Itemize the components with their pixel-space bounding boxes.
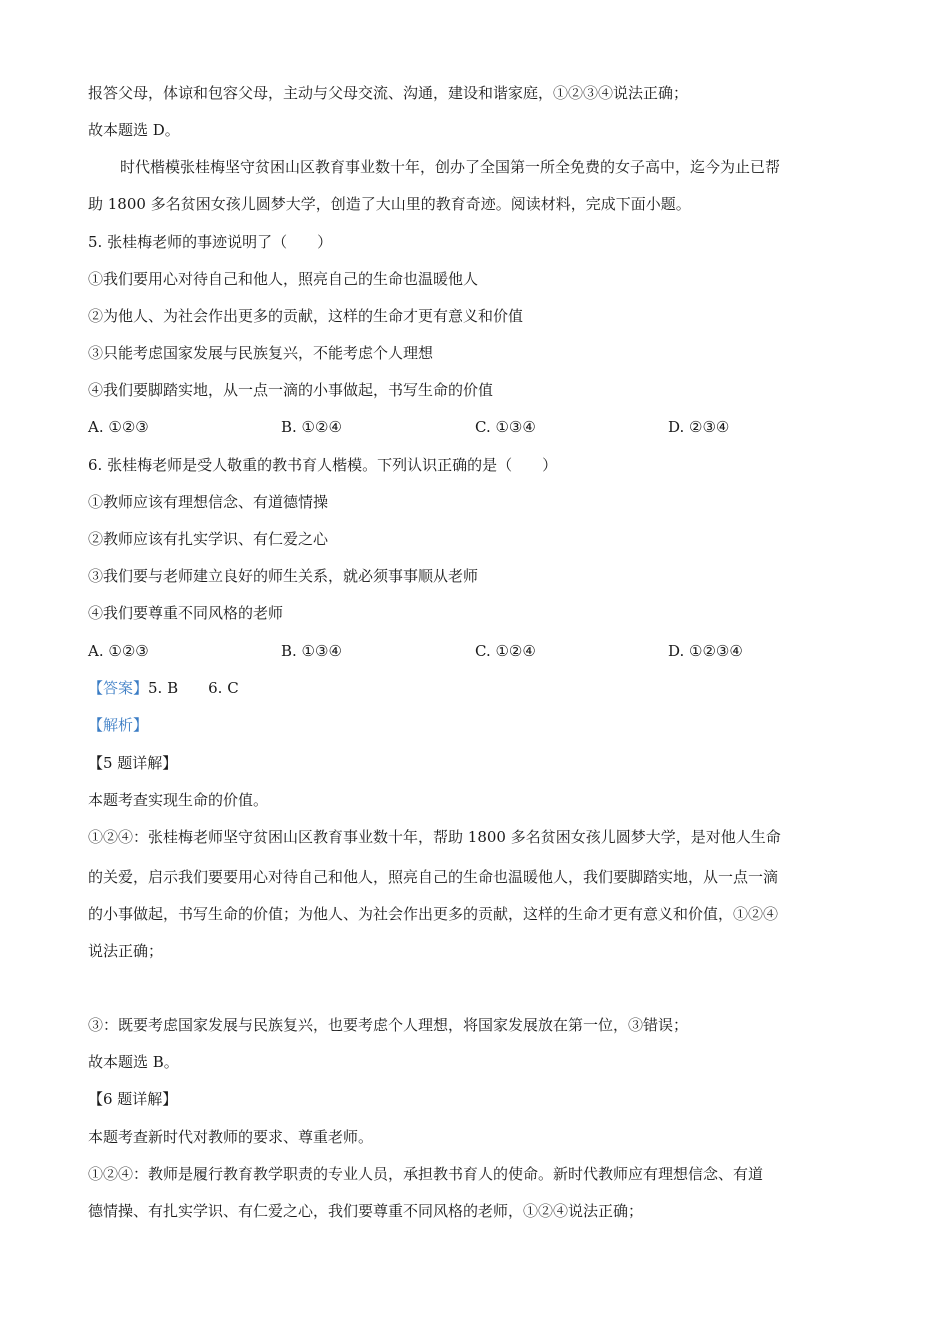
statement: ③只能考虑国家发展与民族复兴，不能考虑个人理想 [88,344,434,362]
answer-tag: 【答案】 [88,679,149,697]
material-paragraph: 时代楷模张桂梅坚守贫困山区教育事业数十年，创办了全国第一所全免费的女子高中，迄今为止已帮 [120,158,781,176]
text-line: 德情操、有扎实学识、有仁爱之心，我们要尊重不同风格的老师，①②④说法正确； [88,1202,644,1220]
analysis-tag: 【解析】 [88,716,149,734]
statement: ②为他人、为社会作出更多的贡献，这样的生命才更有意义和价值 [88,307,524,325]
text-line: 本题考查实现生命的价值。 [88,791,269,809]
answer-text: 5. B 6. C [148,679,239,697]
option-b: B. ①②④ [281,418,342,436]
text-line: 故本题选 D。 [88,121,180,139]
answer-line [88,678,239,698]
question-6-stem: 6. 张桂梅老师是受人敬重的教书育人楷模。下列认识正确的是（ ） [88,456,558,474]
text-line: 报答父母，体谅和包容父母，主动与父母交流、沟通，建设和谐家庭，①②③④说法正确； [88,84,689,102]
statement: ③我们要与老师建立良好的师生关系，就必须事事顺从老师 [88,567,479,585]
text-line: 的关爱，启示我们要要用心对待自己和他人，照亮自己的生命也温暖他人，我们要脚踏实地，从一点一滴 [88,868,779,886]
statement: ④我们要脚踏实地，从一点一滴的小事做起，书写生命的价值 [88,381,494,399]
statement: ④我们要尊重不同风格的老师 [88,604,284,622]
option-a: A. ①②③ [88,642,149,660]
option-c: C. ①②④ [475,642,536,660]
option-b: B. ①③④ [281,642,342,660]
detail-5-title: 【5 题详解】 [88,754,178,772]
text-line: 说法正确； [88,942,164,960]
text-line: 本题考查新时代对教师的要求、尊重老师。 [88,1128,374,1146]
statement: ①教师应该有理想信念、有道德情操 [88,493,329,511]
text-line: ①②④：教师是履行教育教学职责的专业人员，承担教书育人的使命。新时代教师应有理想信念、有道 [88,1165,764,1183]
text-line: 的小事做起，书写生命的价值；为他人、为社会作出更多的贡献，这样的生命才更有意义和价值，①②④ [88,905,779,923]
option-d: D. ②③④ [668,418,730,436]
text-line: ③：既要考虑国家发展与民族复兴，也要考虑个人理想，将国家发展放在第一位，③错误； [88,1016,689,1034]
material-paragraph: 助 1800 多名贫困女孩儿圆梦大学，创造了大山里的教育奇迹。阅读材料，完成下面小题。 [88,195,691,213]
text-line: 故本题选 B。 [88,1053,179,1071]
statement: ①我们要用心对待自己和他人，照亮自己的生命也温暖他人 [88,270,479,288]
text-line: ①②④：张桂梅老师坚守贫困山区教育事业数十年，帮助 1800 多名贫困女孩儿圆梦大学，是对他人生命 [88,828,781,846]
option-a: A. ①②③ [88,418,149,436]
option-d: D. ①②③④ [668,642,743,660]
detail-6-title: 【6 题详解】 [88,1090,178,1108]
statement: ②教师应该有扎实学识、有仁爱之心 [88,530,329,548]
option-c: C. ①③④ [475,418,536,436]
question-5-stem: 5. 张桂梅老师的事迹说明了（ ） [88,233,333,251]
